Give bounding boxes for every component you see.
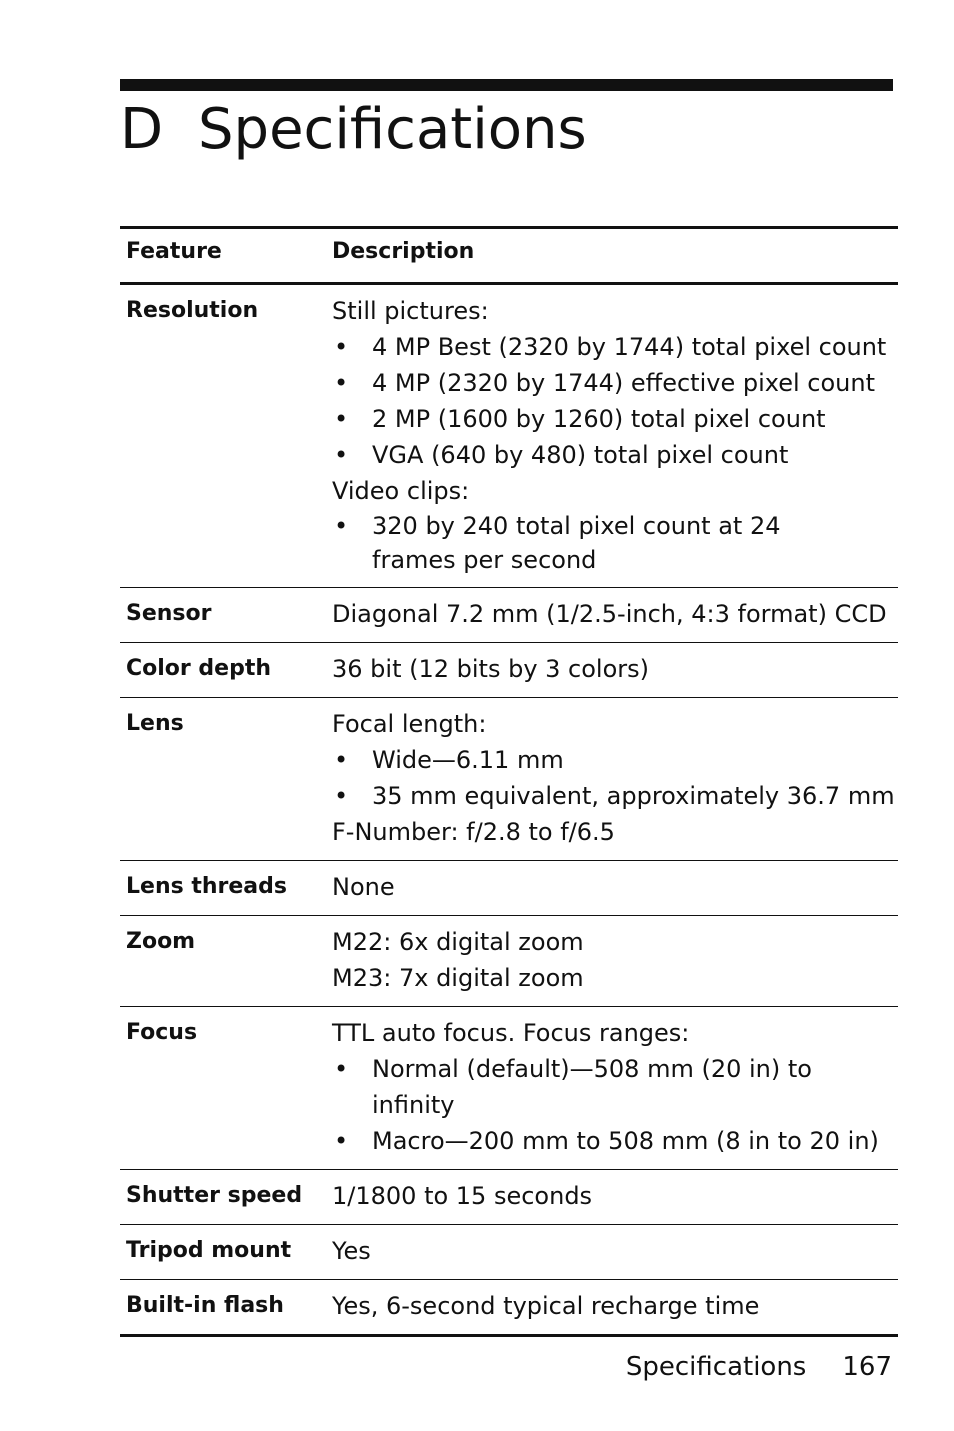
- list-item: • 320 by 240 total pixel count at 24 frames per second: [332, 509, 898, 577]
- description-cell: Diagonal 7.2 mm (1/2.5-inch, 4:3 format) CCD: [326, 588, 898, 643]
- still-pictures-label: Still pictures:: [332, 297, 489, 325]
- page-number: 167: [842, 1352, 892, 1382]
- feature-cell: Lens threads: [120, 861, 326, 916]
- description-cell: [326, 1007, 898, 1170]
- video-clips-list: [332, 509, 898, 577]
- list-item: • Wide—6.11 mm: [332, 742, 898, 778]
- list-item: • 4 MP (2320 by 1744) effective pixel count: [332, 365, 898, 401]
- feature-cell: Shutter speed: [120, 1170, 326, 1225]
- feature-cell: Color depth: [120, 643, 326, 698]
- video-clips-label: Video clips:: [332, 477, 470, 505]
- still-pictures-list: [332, 329, 898, 473]
- focal-length-list: [332, 742, 898, 814]
- f-number-text: F-Number: f/2.8 to f/6.5: [332, 818, 615, 846]
- description-cell: None: [326, 861, 898, 916]
- zoom-line-m23: M23: 7x digital zoom: [332, 964, 584, 992]
- list-item: • 2 MP (1600 by 1260) total pixel count: [332, 401, 898, 437]
- table-row-sensor: [120, 588, 898, 643]
- feature-column-header: Feature: [120, 228, 326, 284]
- table-header-row: [120, 228, 898, 284]
- description-cell: Yes: [326, 1225, 898, 1280]
- feature-cell: Zoom: [120, 916, 326, 1007]
- table-row-tripod-mount: [120, 1225, 898, 1280]
- feature-cell: Resolution: [120, 284, 326, 588]
- description-column-header: Description: [326, 228, 898, 284]
- chapter-letter: D: [120, 97, 164, 162]
- table-row-lens: [120, 698, 898, 861]
- list-item: • Normal (default)—508 mm (20 in) to infinity: [332, 1051, 898, 1123]
- list-item: • 4 MP Best (2320 by 1744) total pixel count: [332, 329, 898, 365]
- focus-intro: TTL auto focus. Focus ranges:: [332, 1019, 690, 1047]
- feature-cell: Focus: [120, 1007, 326, 1170]
- specifications-table: [120, 226, 898, 1337]
- footer-section-name: Specifications: [625, 1352, 807, 1382]
- table-row-resolution: [120, 284, 898, 588]
- list-item: • 35 mm equivalent, approximately 36.7 mm: [332, 778, 898, 814]
- feature-cell: Tripod mount: [120, 1225, 326, 1280]
- table-row-shutter-speed: [120, 1170, 898, 1225]
- chapter-title: [120, 92, 587, 168]
- list-item: • VGA (640 by 480) total pixel count: [332, 437, 898, 473]
- description-cell: [326, 284, 898, 588]
- table-row-focus: [120, 1007, 898, 1170]
- feature-cell: Lens: [120, 698, 326, 861]
- description-cell: [326, 698, 898, 861]
- table-row-zoom: [120, 916, 898, 1007]
- description-cell: Yes, 6-second typical recharge time: [332, 1292, 760, 1320]
- list-item: • Macro—200 mm to 508 mm (8 in to 20 in): [332, 1123, 898, 1159]
- page-footer: [626, 1352, 892, 1382]
- description-cell: 36 bit (12 bits by 3 colors): [326, 643, 898, 698]
- table-row-color-depth: [120, 643, 898, 698]
- zoom-line-m22: M22: 6x digital zoom: [332, 928, 584, 956]
- focal-length-label: Focal length:: [332, 710, 487, 738]
- focus-ranges-list: [332, 1051, 898, 1159]
- chapter-title-text: Specifications: [198, 97, 587, 162]
- table-row-builtin-flash: [120, 1280, 898, 1336]
- description-cell: [326, 916, 898, 1007]
- table-row-lens-threads: [120, 861, 898, 916]
- description-cell: 1/1800 to 15 seconds: [326, 1170, 898, 1225]
- feature-cell: Sensor: [120, 588, 326, 643]
- top-rule: [120, 79, 893, 91]
- feature-cell: Built-in flash: [126, 1293, 284, 1318]
